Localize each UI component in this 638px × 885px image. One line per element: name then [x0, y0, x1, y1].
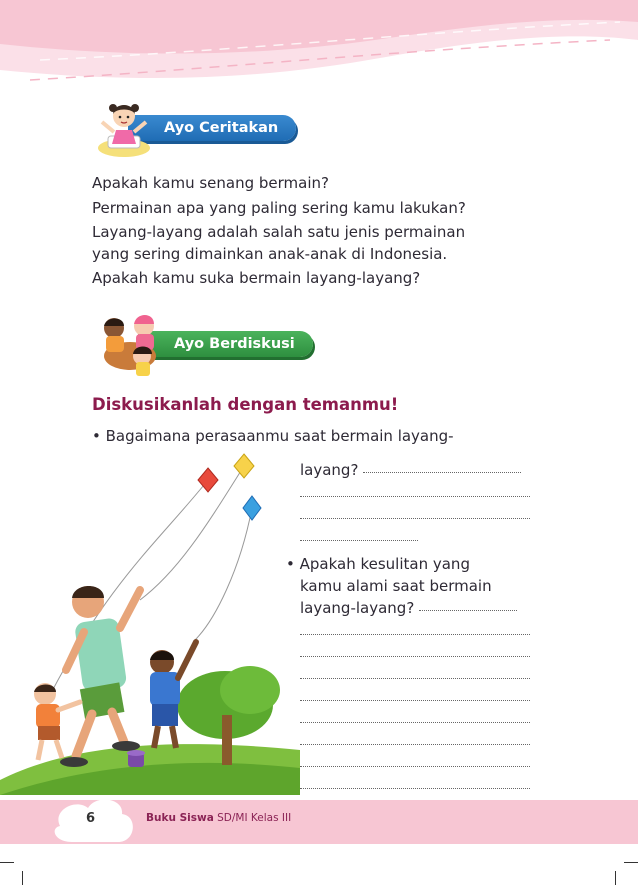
answer-line[interactable] — [300, 751, 530, 773]
answer-line[interactable] — [300, 525, 418, 547]
story-line: Apakah kamu senang bermain? — [92, 174, 329, 192]
book-title — [146, 812, 291, 824]
crop-mark — [615, 871, 616, 885]
answer-line[interactable] — [300, 685, 530, 707]
question-2-area — [286, 553, 530, 795]
answer-line[interactable] — [300, 641, 530, 663]
story-line-b: yang sering dimainkan anak-anak di Indonesia. — [92, 244, 448, 263]
question-1: • Bagaimana perasaanmu saat bermain layang- — [92, 427, 454, 445]
answer-line[interactable] — [363, 461, 521, 475]
answer-lines — [286, 619, 530, 795]
question-2-text: layang-layang? — [300, 599, 415, 617]
question-2-line: kamu alami saat bermain — [300, 577, 492, 595]
discussion-title: Diskusikanlah dengan temanmu! — [92, 395, 399, 414]
question-2: • Apakah kesulitan yang — [286, 555, 470, 573]
answer-line[interactable] — [300, 729, 530, 751]
ayo-berdiskusi-badge — [96, 308, 313, 380]
girl-reading-icon — [92, 96, 156, 160]
question-1-answer-area — [300, 459, 530, 547]
story-line: Permainan apa yang paling sering kamu lakukan? — [92, 198, 466, 217]
crop-mark — [624, 862, 638, 863]
footer-band — [0, 790, 638, 860]
answer-line[interactable] — [300, 663, 530, 685]
crop-mark — [22, 871, 23, 885]
top-decorative-band — [0, 0, 638, 110]
story-line-a: Layang-layang adalah salah satu jenis permainan — [92, 223, 466, 241]
answer-line[interactable] — [300, 707, 530, 729]
ayo-ceritakan-label: Ayo Ceritakan — [128, 115, 296, 141]
answer-line[interactable] — [300, 619, 530, 641]
kite-flying-illustration — [0, 450, 300, 795]
answer-line[interactable] — [419, 599, 517, 613]
book-title-rest: SD/MI Kelas III — [213, 812, 292, 824]
children-discussing-icon — [96, 308, 164, 380]
story-text — [92, 173, 542, 290]
story-line: Apakah kamu suka bermain layang-layang? — [92, 269, 421, 287]
question-1-continuation — [300, 459, 530, 481]
answer-line[interactable] — [300, 481, 530, 503]
question-1-text: layang? — [300, 461, 359, 479]
ayo-ceritakan-badge — [92, 96, 296, 160]
ayo-berdiskusi-label: Ayo Berdiskusi — [138, 331, 313, 357]
story-line — [92, 222, 542, 265]
book-title-bold: Buku Siswa — [146, 812, 214, 824]
question-2-line — [286, 597, 530, 619]
crop-mark — [0, 862, 14, 863]
answer-line[interactable] — [300, 503, 530, 525]
page-number: 6 — [86, 811, 96, 826]
